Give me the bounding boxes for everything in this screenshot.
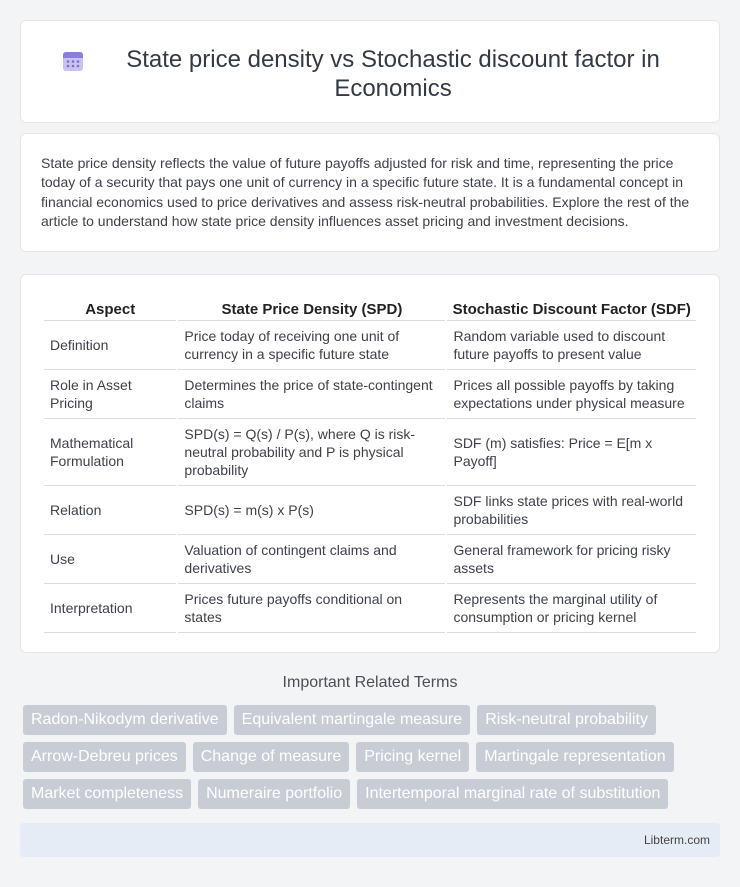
row-spd: Price today of receiving one unit of currency in a specific future state — [178, 321, 445, 370]
intro-card — [20, 133, 720, 252]
comparison-table — [42, 295, 698, 633]
table-row — [44, 535, 696, 584]
related-term-tag[interactable]: Change of measure — [193, 742, 350, 772]
row-sdf: Represents the marginal utility of consumption or pricing kernel — [447, 584, 696, 633]
header-sdf: Stochastic Discount Factor (SDF) — [447, 295, 696, 321]
related-term-tag[interactable]: Arrow-Debreu prices — [23, 742, 186, 772]
row-spd: SPD(s) = Q(s) / P(s), where Q is risk-neutral probability and P is physical probability — [178, 419, 445, 486]
row-aspect: Relation — [44, 486, 176, 535]
footer — [20, 823, 720, 857]
row-aspect: Use — [44, 535, 176, 584]
row-aspect: Role in Asset Pricing — [44, 370, 176, 419]
row-sdf: SDF (m) satisfies: Price = E[m x Payoff] — [447, 419, 696, 486]
row-sdf: General framework for pricing risky assets — [447, 535, 696, 584]
related-term-tag[interactable]: Equivalent martingale measure — [234, 705, 471, 735]
row-sdf: SDF links state prices with real-world probabilities — [447, 486, 696, 535]
table-header-row — [44, 295, 696, 321]
header-spd: State Price Density (SPD) — [178, 295, 445, 321]
related-terms-list — [23, 705, 723, 809]
table-row — [44, 584, 696, 633]
table-row — [44, 486, 696, 535]
comparison-table-card — [20, 274, 720, 653]
row-aspect: Definition — [44, 321, 176, 370]
row-sdf: Random variable used to discount future payoffs to present value — [447, 321, 696, 370]
table-row — [44, 370, 696, 419]
footer-site-link[interactable]: Libterm.com — [643, 833, 710, 847]
calendar-grid-icon — [61, 49, 85, 73]
row-spd: Valuation of contingent claims and derivatives — [178, 535, 445, 584]
related-term-tag[interactable]: Pricing kernel — [356, 742, 469, 772]
row-spd: SPD(s) = m(s) x P(s) — [178, 486, 445, 535]
related-term-tag[interactable]: Radon-Nikodym derivative — [23, 705, 227, 735]
table-row — [44, 321, 696, 370]
intro-paragraph: State price density reflects the value of future payoffs adjusted for risk and time, representing the price today of a security that pays one unit of currency in a specific future state. It is a fundamental concept in financial economics used to price derivatives and assess risk-neutral probabilities. Explore the rest of the article to understand how state price density influences asset pricing and investment decisions. — [41, 155, 690, 230]
header-aspect: Aspect — [44, 295, 176, 321]
related-term-tag[interactable]: Numeraire portfolio — [198, 779, 350, 809]
related-term-tag[interactable]: Market completeness — [23, 779, 191, 809]
page-title: State price density vs Stochastic discount factor in Economics — [126, 46, 660, 102]
related-terms-heading: Important Related Terms — [282, 674, 458, 691]
table-row — [44, 419, 696, 486]
row-spd: Determines the price of state-contingent claims — [178, 370, 445, 419]
related-term-tag[interactable]: Intertemporal marginal rate of substitution — [357, 779, 668, 809]
row-aspect: Mathematical Formulation — [44, 419, 176, 486]
row-spd: Prices future payoffs conditional on states — [178, 584, 445, 633]
row-aspect: Interpretation — [44, 584, 176, 633]
related-term-tag[interactable]: Martingale representation — [476, 742, 673, 772]
title-card — [20, 20, 720, 123]
row-sdf: Prices all possible payoffs by taking expectations under physical measure — [447, 370, 696, 419]
related-term-tag[interactable]: Risk-neutral probability — [477, 705, 656, 735]
